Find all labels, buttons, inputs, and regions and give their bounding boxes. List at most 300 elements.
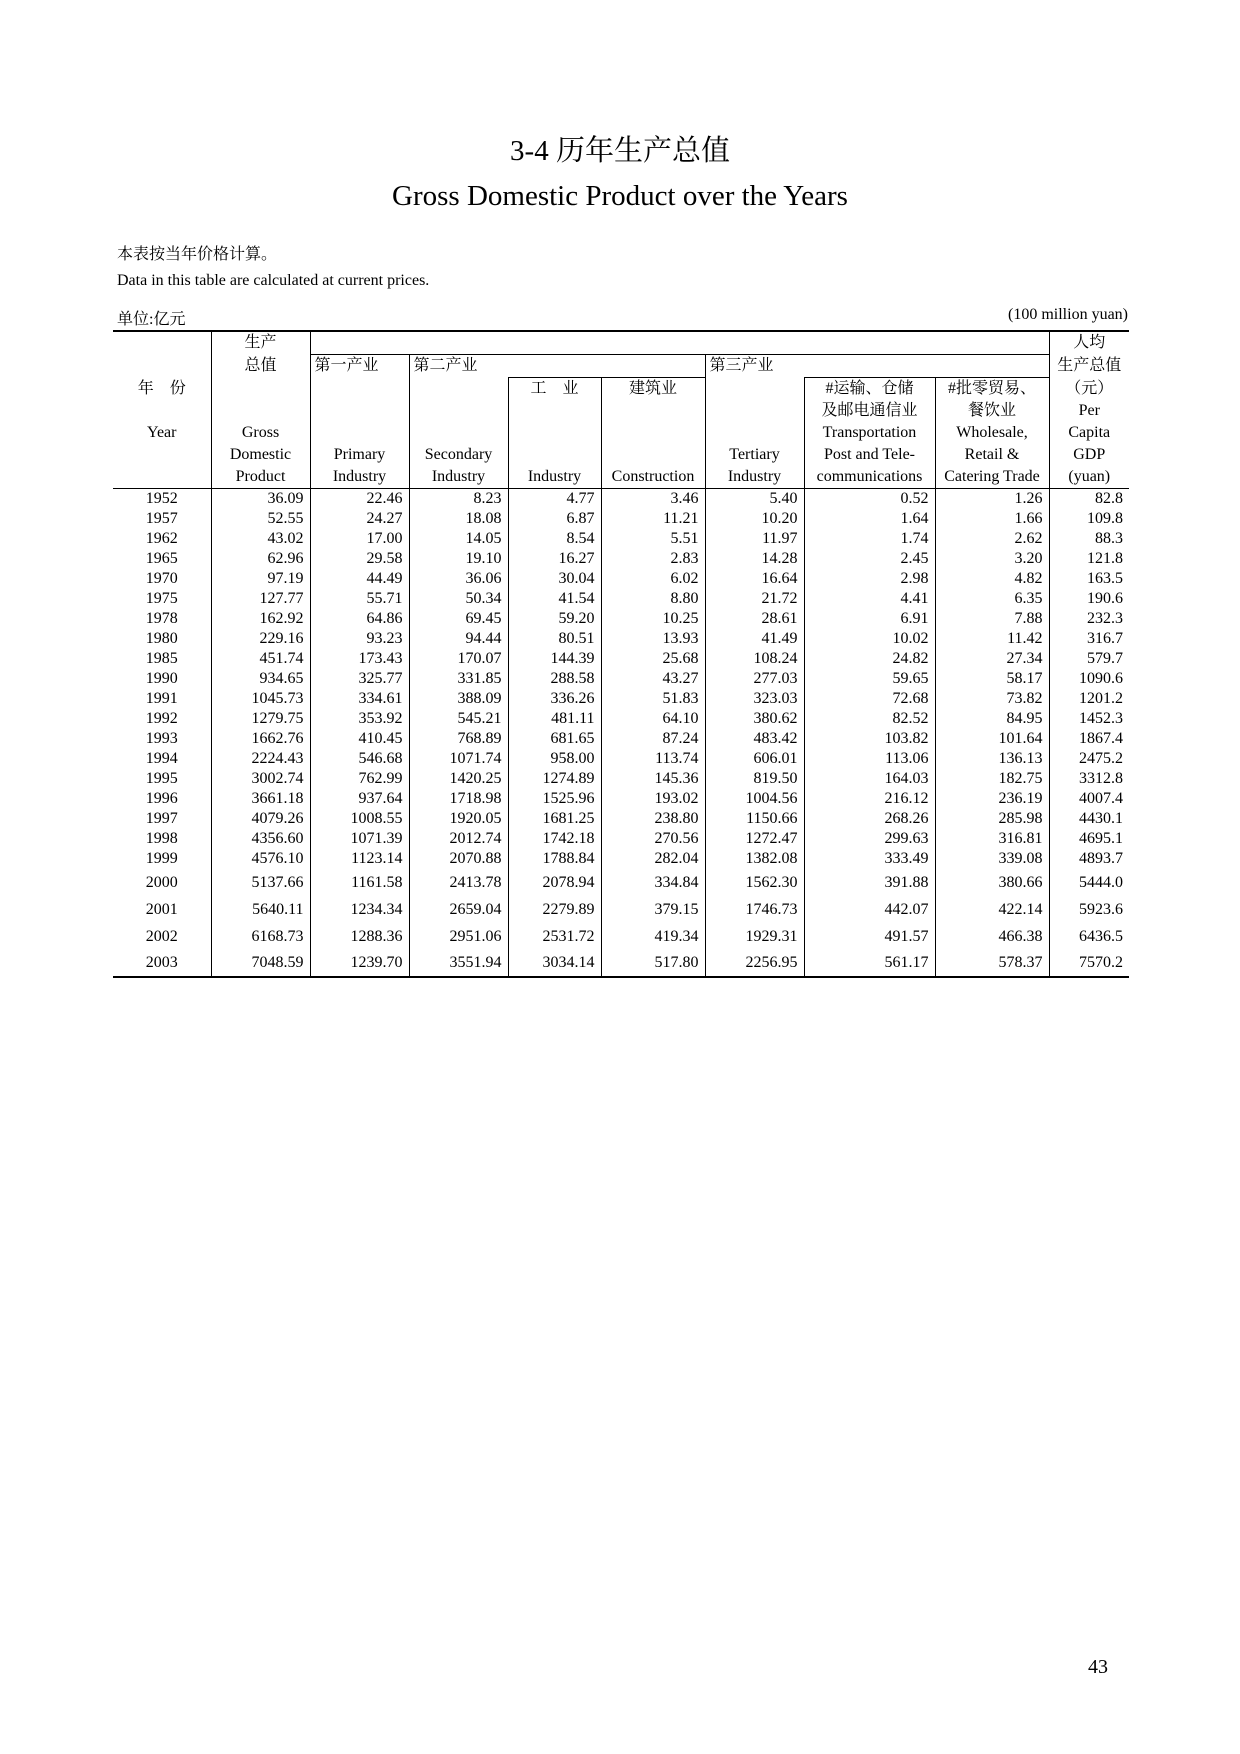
cell-secondary: 2413.78	[409, 869, 508, 896]
cell-construction: 3.46	[601, 489, 705, 510]
header-secondary-en2: Industry	[409, 466, 508, 489]
cell-year: 1962	[145, 530, 178, 547]
cell-secondary: 768.89	[409, 729, 508, 749]
cell-transport: 82.52	[804, 709, 935, 729]
header-construction-en: Construction	[601, 466, 705, 489]
cell-transport: 59.65	[804, 669, 935, 689]
cell-primary: 410.45	[310, 729, 409, 749]
header-percap-en1: Per	[1049, 400, 1129, 422]
cell-primary: 17.00	[310, 529, 409, 549]
cell-tertiary: 14.28	[705, 549, 804, 569]
cell-secondary: 2012.74	[409, 829, 508, 849]
header-gdp-en1: Gross	[211, 422, 310, 444]
cell-gdp: 1045.73	[211, 689, 310, 709]
cell-primary: 1123.14	[310, 849, 409, 869]
cell-wholesale: 58.17	[935, 669, 1049, 689]
cell-industry: 1525.96	[508, 789, 601, 809]
cell-construction: 64.10	[601, 709, 705, 729]
cell-gdp: 6168.73	[211, 923, 310, 950]
header-tertiary-cn: 第三产业	[705, 355, 804, 378]
cell-per-capita-gdp: 4007.4	[1049, 789, 1129, 809]
cell-construction: 379.15	[601, 896, 705, 923]
cell-industry: 1681.25	[508, 809, 601, 829]
cell-wholesale: 578.37	[935, 950, 1049, 977]
cell-tertiary: 5.40	[705, 489, 804, 510]
cell-per-capita-gdp: 121.8	[1049, 549, 1129, 569]
cell-transport: 561.17	[804, 950, 935, 977]
cell-construction: 419.34	[601, 923, 705, 950]
cell-per-capita-gdp: 6436.5	[1049, 923, 1129, 950]
cell-wholesale: 316.81	[935, 829, 1049, 849]
cell-secondary: 2659.04	[409, 896, 508, 923]
cell-transport: 1.74	[804, 529, 935, 549]
cell-wholesale: 101.64	[935, 729, 1049, 749]
cell-tertiary: 2256.95	[705, 950, 804, 977]
cell-primary: 64.86	[310, 609, 409, 629]
cell-year: 1952	[145, 490, 178, 507]
cell-construction: 10.25	[601, 609, 705, 629]
cell-tertiary: 1382.08	[705, 849, 804, 869]
page-title-chinese: 3-4 历年生产总值	[510, 135, 730, 167]
cell-wholesale: 84.95	[935, 709, 1049, 729]
cell-tertiary: 10.20	[705, 509, 804, 529]
cell-tertiary: 323.03	[705, 689, 804, 709]
header-primary-en1: Primary	[310, 444, 409, 466]
table-row	[113, 829, 1129, 849]
cell-primary: 22.46	[310, 489, 409, 510]
cell-primary: 762.99	[310, 769, 409, 789]
cell-primary: 1161.58	[310, 869, 409, 896]
page-number: 43	[1088, 1656, 1108, 1678]
cell-per-capita-gdp: 1090.6	[1049, 669, 1129, 689]
cell-primary: 325.77	[310, 669, 409, 689]
cell-gdp: 3661.18	[211, 789, 310, 809]
cell-year: 1992	[145, 710, 178, 727]
header-transport-cn2: 及邮电通信业	[804, 400, 935, 422]
table-row	[113, 529, 1129, 549]
header-tertiary-en2: Industry	[705, 466, 804, 489]
cell-tertiary: 41.49	[705, 629, 804, 649]
cell-gdp: 934.65	[211, 669, 310, 689]
header-percap-cn2: 生产总值	[1049, 355, 1129, 378]
cell-year: 2003	[113, 950, 211, 977]
header-year-cn: 年 份	[137, 379, 186, 397]
cell-year: 1990	[145, 670, 178, 687]
cell-wholesale: 2.62	[935, 529, 1049, 549]
header-gdp-cn1: 生产	[211, 331, 310, 355]
cell-primary: 334.61	[310, 689, 409, 709]
table-row	[113, 849, 1129, 869]
cell-gdp: 5137.66	[211, 869, 310, 896]
cell-secondary: 388.09	[409, 689, 508, 709]
cell-per-capita-gdp: 4695.1	[1049, 829, 1129, 849]
cell-transport: 164.03	[804, 769, 935, 789]
cell-year: 1997	[145, 810, 178, 827]
cell-wholesale: 4.82	[935, 569, 1049, 589]
cell-construction: 270.56	[601, 829, 705, 849]
cell-per-capita-gdp: 316.7	[1049, 629, 1129, 649]
cell-construction: 145.36	[601, 769, 705, 789]
cell-tertiary: 16.64	[705, 569, 804, 589]
cell-transport: 299.63	[804, 829, 935, 849]
cell-wholesale: 73.82	[935, 689, 1049, 709]
cell-transport: 1.64	[804, 509, 935, 529]
cell-year: 2001	[145, 900, 178, 918]
cell-year: 1970	[145, 570, 178, 587]
cell-primary: 1288.36	[310, 923, 409, 950]
header-transport-cn1: #运输、仓储	[804, 378, 935, 401]
cell-tertiary: 1272.47	[705, 829, 804, 849]
cell-secondary: 36.06	[409, 569, 508, 589]
cell-wholesale: 236.19	[935, 789, 1049, 809]
table-row	[113, 489, 1129, 510]
table-header	[113, 331, 1129, 489]
cell-construction: 113.74	[601, 749, 705, 769]
cell-industry: 30.04	[508, 569, 601, 589]
cell-wholesale: 1.26	[935, 489, 1049, 510]
cell-per-capita-gdp: 2475.2	[1049, 749, 1129, 769]
table-row	[113, 509, 1129, 529]
cell-secondary: 1718.98	[409, 789, 508, 809]
header-transport-en1: Transportation	[804, 422, 935, 444]
cell-transport: 442.07	[804, 896, 935, 923]
cell-primary: 55.71	[310, 589, 409, 609]
table-row	[113, 669, 1129, 689]
cell-wholesale: 182.75	[935, 769, 1049, 789]
cell-industry: 288.58	[508, 669, 601, 689]
cell-per-capita-gdp: 1201.2	[1049, 689, 1129, 709]
cell-industry: 336.26	[508, 689, 601, 709]
cell-per-capita-gdp: 163.5	[1049, 569, 1129, 589]
header-percap-en4: (yuan)	[1049, 466, 1129, 489]
cell-construction: 282.04	[601, 849, 705, 869]
cell-gdp: 36.09	[211, 489, 310, 510]
cell-secondary: 331.85	[409, 669, 508, 689]
header-percap-cn3: （元）	[1049, 378, 1129, 401]
cell-secondary: 1920.05	[409, 809, 508, 829]
header-gdp-en2: Domestic	[211, 444, 310, 466]
header-percap-en3: GDP	[1049, 444, 1129, 466]
header-percap-en2: Capita	[1049, 422, 1129, 444]
cell-primary: 29.58	[310, 549, 409, 569]
cell-year: 1980	[145, 630, 178, 647]
cell-primary: 173.43	[310, 649, 409, 669]
cell-industry: 1788.84	[508, 849, 601, 869]
cell-gdp: 4576.10	[211, 849, 310, 869]
table-row	[113, 769, 1129, 789]
header-industry-cn: 工 业	[508, 378, 601, 401]
header-wholesale-cn1: #批零贸易、	[935, 378, 1049, 401]
cell-per-capita-gdp: 190.6	[1049, 589, 1129, 609]
cell-gdp: 127.77	[211, 589, 310, 609]
table-row	[113, 950, 1129, 977]
cell-industry: 681.65	[508, 729, 601, 749]
cell-transport: 391.88	[804, 869, 935, 896]
cell-gdp: 2224.43	[211, 749, 310, 769]
cell-secondary: 94.44	[409, 629, 508, 649]
cell-construction: 517.80	[601, 950, 705, 977]
cell-wholesale: 3.20	[935, 549, 1049, 569]
header-gdp-en3: Product	[211, 466, 310, 489]
cell-wholesale: 11.42	[935, 629, 1049, 649]
cell-industry: 958.00	[508, 749, 601, 769]
cell-construction: 193.02	[601, 789, 705, 809]
cell-gdp: 43.02	[211, 529, 310, 549]
cell-year: 1975	[145, 590, 178, 607]
cell-construction: 238.80	[601, 809, 705, 829]
cell-gdp: 1279.75	[211, 709, 310, 729]
cell-year: 1996	[145, 790, 178, 807]
table-row	[113, 923, 1129, 950]
table-row	[113, 869, 1129, 896]
cell-industry: 80.51	[508, 629, 601, 649]
cell-construction: 5.51	[601, 529, 705, 549]
cell-tertiary: 819.50	[705, 769, 804, 789]
cell-transport: 6.91	[804, 609, 935, 629]
cell-wholesale: 6.35	[935, 589, 1049, 609]
cell-per-capita-gdp: 4893.7	[1049, 849, 1129, 869]
cell-transport: 103.82	[804, 729, 935, 749]
cell-secondary: 8.23	[409, 489, 508, 510]
cell-wholesale: 339.08	[935, 849, 1049, 869]
cell-wholesale: 380.66	[935, 869, 1049, 896]
table-row	[113, 749, 1129, 769]
cell-per-capita-gdp: 3312.8	[1049, 769, 1129, 789]
cell-gdp: 162.92	[211, 609, 310, 629]
cell-gdp: 5640.11	[211, 896, 310, 923]
cell-per-capita-gdp: 5923.6	[1049, 896, 1129, 923]
table-note-chinese: 本表按当年价格计算。	[117, 246, 278, 263]
header-wholesale-en3: Catering Trade	[935, 466, 1049, 489]
header-percap-cn1: 人均	[1049, 331, 1129, 355]
cell-primary: 44.49	[310, 569, 409, 589]
cell-gdp: 7048.59	[211, 950, 310, 977]
cell-industry: 1742.18	[508, 829, 601, 849]
cell-gdp: 52.55	[211, 509, 310, 529]
cell-gdp: 229.16	[211, 629, 310, 649]
cell-year: 1985	[145, 650, 178, 667]
gdp-table	[113, 330, 1129, 978]
table-row	[113, 896, 1129, 923]
cell-primary: 24.27	[310, 509, 409, 529]
cell-tertiary: 483.42	[705, 729, 804, 749]
cell-wholesale: 466.38	[935, 923, 1049, 950]
cell-transport: 216.12	[804, 789, 935, 809]
table-row	[113, 629, 1129, 649]
cell-year: 2000	[145, 873, 178, 891]
header-transport-en3: communications	[804, 466, 935, 489]
cell-year: 2002	[145, 927, 178, 945]
header-year-en: Year	[147, 424, 177, 441]
cell-construction: 25.68	[601, 649, 705, 669]
header-primary-en2: Industry	[310, 466, 409, 489]
cell-year: 1994	[145, 750, 178, 767]
cell-gdp: 62.96	[211, 549, 310, 569]
cell-tertiary: 606.01	[705, 749, 804, 769]
table-row	[113, 729, 1129, 749]
cell-transport: 24.82	[804, 649, 935, 669]
cell-per-capita-gdp: 1452.3	[1049, 709, 1129, 729]
table-row	[113, 689, 1129, 709]
cell-industry: 59.20	[508, 609, 601, 629]
cell-year: 1998	[145, 830, 178, 847]
header-wholesale-en1: Wholesale,	[935, 422, 1049, 444]
table-body	[113, 489, 1129, 978]
cell-tertiary: 380.62	[705, 709, 804, 729]
cell-construction: 43.27	[601, 669, 705, 689]
cell-transport: 268.26	[804, 809, 935, 829]
cell-per-capita-gdp: 109.8	[1049, 509, 1129, 529]
cell-construction: 8.80	[601, 589, 705, 609]
header-industry-en: Industry	[508, 466, 601, 489]
header-tertiary-en1: Tertiary	[705, 444, 804, 466]
cell-year: 1991	[145, 690, 178, 707]
cell-year: 1978	[145, 610, 178, 627]
header-construction-cn: 建筑业	[601, 378, 705, 401]
cell-tertiary: 1929.31	[705, 923, 804, 950]
cell-industry: 16.27	[508, 549, 601, 569]
table-note-english: Data in this table are calculated at current prices.	[117, 272, 430, 289]
cell-year: 1965	[145, 550, 178, 567]
table-row	[113, 569, 1129, 589]
header-secondary-cn: 第二产业	[409, 355, 508, 378]
cell-transport: 333.49	[804, 849, 935, 869]
cell-construction: 6.02	[601, 569, 705, 589]
cell-wholesale: 422.14	[935, 896, 1049, 923]
cell-primary: 937.64	[310, 789, 409, 809]
cell-wholesale: 285.98	[935, 809, 1049, 829]
cell-tertiary: 28.61	[705, 609, 804, 629]
cell-transport: 491.57	[804, 923, 935, 950]
cell-secondary: 69.45	[409, 609, 508, 629]
header-gdp-cn2: 总值	[211, 355, 310, 378]
cell-per-capita-gdp: 232.3	[1049, 609, 1129, 629]
cell-industry: 41.54	[508, 589, 601, 609]
cell-per-capita-gdp: 1867.4	[1049, 729, 1129, 749]
cell-transport: 72.68	[804, 689, 935, 709]
cell-tertiary: 1150.66	[705, 809, 804, 829]
cell-primary: 353.92	[310, 709, 409, 729]
table-row	[113, 589, 1129, 609]
cell-secondary: 14.05	[409, 529, 508, 549]
cell-secondary: 50.34	[409, 589, 508, 609]
cell-gdp: 97.19	[211, 569, 310, 589]
cell-industry: 144.39	[508, 649, 601, 669]
table-row	[113, 709, 1129, 729]
cell-primary: 1234.34	[310, 896, 409, 923]
cell-tertiary: 277.03	[705, 669, 804, 689]
cell-gdp: 1662.76	[211, 729, 310, 749]
cell-secondary: 18.08	[409, 509, 508, 529]
cell-per-capita-gdp: 82.8	[1049, 489, 1129, 510]
cell-gdp: 4079.26	[211, 809, 310, 829]
cell-construction: 51.83	[601, 689, 705, 709]
cell-primary: 93.23	[310, 629, 409, 649]
table-row	[113, 789, 1129, 809]
cell-wholesale: 27.34	[935, 649, 1049, 669]
header-transport-en2: Post and Tele-	[804, 444, 935, 466]
cell-secondary: 545.21	[409, 709, 508, 729]
cell-secondary: 1071.74	[409, 749, 508, 769]
cell-year: 1999	[145, 850, 178, 867]
cell-per-capita-gdp: 88.3	[1049, 529, 1129, 549]
cell-construction: 11.21	[601, 509, 705, 529]
cell-industry: 8.54	[508, 529, 601, 549]
cell-primary: 1071.39	[310, 829, 409, 849]
cell-tertiary: 11.97	[705, 529, 804, 549]
cell-gdp: 3002.74	[211, 769, 310, 789]
cell-year: 1957	[145, 510, 178, 527]
table-row	[113, 549, 1129, 569]
cell-tertiary: 1004.56	[705, 789, 804, 809]
table-row	[113, 609, 1129, 629]
header-wholesale-cn2: 餐饮业	[935, 400, 1049, 422]
cell-industry: 481.11	[508, 709, 601, 729]
cell-secondary: 19.10	[409, 549, 508, 569]
cell-industry: 1274.89	[508, 769, 601, 789]
cell-primary: 546.68	[310, 749, 409, 769]
cell-per-capita-gdp: 7570.2	[1049, 950, 1129, 977]
cell-tertiary: 1562.30	[705, 869, 804, 896]
cell-industry: 2279.89	[508, 896, 601, 923]
cell-tertiary: 21.72	[705, 589, 804, 609]
cell-per-capita-gdp: 579.7	[1049, 649, 1129, 669]
cell-construction: 334.84	[601, 869, 705, 896]
cell-primary: 1239.70	[310, 950, 409, 977]
cell-construction: 13.93	[601, 629, 705, 649]
cell-gdp: 4356.60	[211, 829, 310, 849]
cell-industry: 2531.72	[508, 923, 601, 950]
table-row	[113, 809, 1129, 829]
page-title-english: Gross Domestic Product over the Years	[392, 180, 848, 212]
cell-gdp: 451.74	[211, 649, 310, 669]
unit-label-english: (100 million yuan)	[1008, 306, 1128, 323]
header-primary-cn: 第一产业	[310, 355, 409, 378]
cell-transport: 4.41	[804, 589, 935, 609]
cell-transport: 0.52	[804, 489, 935, 510]
cell-year: 1993	[145, 730, 178, 747]
header-wholesale-en2: Retail &	[935, 444, 1049, 466]
cell-construction: 2.83	[601, 549, 705, 569]
table-row	[113, 649, 1129, 669]
cell-industry: 2078.94	[508, 869, 601, 896]
unit-label-chinese: 单位:亿元	[117, 311, 186, 328]
cell-construction: 87.24	[601, 729, 705, 749]
cell-per-capita-gdp: 5444.0	[1049, 869, 1129, 896]
cell-secondary: 2070.88	[409, 849, 508, 869]
cell-per-capita-gdp: 4430.1	[1049, 809, 1129, 829]
cell-secondary: 3551.94	[409, 950, 508, 977]
cell-primary: 1008.55	[310, 809, 409, 829]
cell-secondary: 2951.06	[409, 923, 508, 950]
cell-transport: 2.45	[804, 549, 935, 569]
cell-tertiary: 1746.73	[705, 896, 804, 923]
cell-year: 1995	[145, 770, 178, 787]
cell-industry: 4.77	[508, 489, 601, 510]
cell-wholesale: 1.66	[935, 509, 1049, 529]
cell-wholesale: 7.88	[935, 609, 1049, 629]
cell-tertiary: 108.24	[705, 649, 804, 669]
cell-industry: 3034.14	[508, 950, 601, 977]
header-secondary-en1: Secondary	[409, 444, 508, 466]
cell-wholesale: 136.13	[935, 749, 1049, 769]
cell-secondary: 1420.25	[409, 769, 508, 789]
cell-transport: 113.06	[804, 749, 935, 769]
cell-transport: 2.98	[804, 569, 935, 589]
cell-transport: 10.02	[804, 629, 935, 649]
cell-secondary: 170.07	[409, 649, 508, 669]
cell-industry: 6.87	[508, 509, 601, 529]
